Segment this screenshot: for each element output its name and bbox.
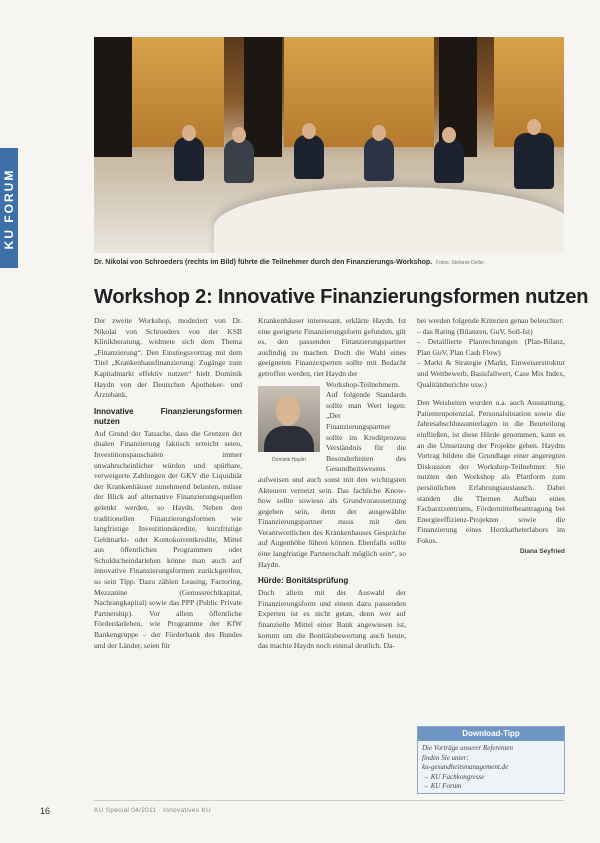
conference-table <box>214 187 564 253</box>
attendee-head <box>232 127 246 143</box>
photo-caption <box>94 259 564 266</box>
section-label: KU FORUM <box>2 168 16 250</box>
curtain <box>94 37 132 157</box>
attendee-head <box>372 125 386 141</box>
download-line: → KU Forum <box>422 782 462 791</box>
footer-text: KU Special 04/2011 · Innovatives KU <box>94 807 211 814</box>
portrait-figure <box>258 386 320 466</box>
moderator <box>514 133 554 189</box>
caption-text: Dr. Nikolai von Schroeders (rechts im Bild) führte die Teilnehmer durch den Finanzierungs-Workshop. <box>94 259 433 266</box>
portrait-suit <box>264 426 314 452</box>
portrait-photo <box>258 386 320 452</box>
column-3 <box>417 316 565 558</box>
column-2 <box>258 316 406 652</box>
portrait-caption: Dominik Haydn <box>272 456 306 463</box>
attendee-head <box>182 125 196 141</box>
attendee <box>294 135 324 179</box>
list-item: – Detaillierte Planrechnungen (Plan-Bilanz, Plan GuV, Plan Cash Flow) <box>417 337 565 357</box>
attendee-head <box>302 123 316 139</box>
body-paragraph: bei werden folgende Kriterien genau beleuchtet: <box>417 316 564 325</box>
intro-paragraph: Der zweite Workshop, moderiert von Dr. Nikolai von Schroeders von der KSB Klinikberatung, widmete sich dem Thema „Finanzierung“. Den Einstiegsvortrag mit dem Titel „Krankenhausfinanzierung: Zugänge zum Kapitalmarkt effektiv nutzen“ hielt Dominik Haydn von der Deutschen Apotheker- und Ärztebank. <box>94 316 242 400</box>
download-tip-box <box>417 726 565 794</box>
download-tip-body <box>418 741 564 795</box>
body-paragraph: Doch allein mit der Auswahl der Finanzierungsform und einem dazu passenden Experten ist es nicht getan, denn wer auf finanzielle Mittel einer Bank angewiesen ist, kommt um die Bonitätsbewertung auch heute, das machte Haydn noch einmal deutlich. Da- <box>258 588 406 651</box>
attendee <box>174 137 204 181</box>
download-line: Die Vorträge unserer Referenten <box>422 744 514 752</box>
attendee <box>434 139 464 183</box>
body-paragraph: Auf Grund der Tatsache, dass die Grenzen der dualen Finanzierung faktisch erreicht seien, Investitionspauschalen immer unwahrscheinlicher würden und spürbare, verweigerte Zahlungen der GKV die Liquidität der Krankenhäuser zunehmend belasten, müsse der Blick auf alternative Finanzierungsquellen gelenkt werden, so Haydn. Neben den traditionellen Finanzierungsformen wie langfristige Investitionskredite, kurzfristige Geldmarkt- oder Kontokorrentkredite, Mittel aus öffentlichen Programmen oder Schuldscheindarlehen könne man auch auf innovative Finanzierungsformen zurückgreifen, so sein Tipp. Dazu zählen Leasing, Factoring, Mezzanine (Genussrechtkapital, Nachrangkapital) sowie das PPP (Public Private Partnership). Vor allem öffentliche Förderdarlehen, wie Programme der KfW Bankengruppe – der Förderbank des Bundes und der Länder, seien für <box>94 428 242 650</box>
body-paragraph: Krankenhäuser interessant, erklärte Haydn. Ist eine geeignete Finanzierungsform gefunden, gilt es, den passenden Finanzierungspartner ausfindig zu machen. Doch die Wahl eines geeigneten Finanzexperten sollte mit Bedacht getroffen werden, riet Haydn der <box>258 316 406 378</box>
download-link[interactable]: ku-gesundheitsmanagement.de <box>422 763 509 772</box>
column-1 <box>94 316 242 651</box>
download-line: → KU Fachkongresse <box>422 772 485 781</box>
body-paragraph: Workshop-Teilnehmern. Auf folgende Standards sollte man Wert legen: „Der Finanzierungspartner sollte im Kreditprozess Verständnis für die Besonderheiten des Gesundheitswesens aufweisen und auch sonst mit den wichtigsten Akteuren vernetzt sein. Das fachliche Know-how sollte sowieso als Grundvoraussetzung gegeben sein, denn der ausgewählte Finanzierungspartner muss mit den Verantwortlichen des Krankenhauses Gespräche auf Augenhöhe führen können. Ebenfalls sollte eine langfristige Partnerschaft möglich sein“, so Haydn. <box>258 379 406 569</box>
body-paragraph: Den Weisheiten wurden u.a. auch Ausstattung, Patientenpotenzial, Personalsituation sowie die Jahresabschlussunterlagen in die Beurteilung einfließen, ist diese Hürde genommen, kann es an die Umsetzung der Projekte gehen. Haydns Vortrag bildete die Grundlage einer angeregten Diskussion der Workshop-Teilnehmer. Sie nutzten den Workshop als Plattform zum persönlichen Erfahrungsaustausch. Dabei standen die Themen Aufbau eines Facharztzentrums, Fördermittelbeantragung bei Energieeffizienz-Projekten sowie die Finanzierung eines Herzkatheterlabors im Fokus. <box>417 398 565 545</box>
photo-credit: Fotos: Stefanie Deller <box>436 260 485 266</box>
criteria-list <box>417 327 565 391</box>
moderator-head <box>527 119 541 135</box>
author-name: Diana Seyfried <box>519 548 565 556</box>
list-item: – Markt & Strategie (Markt, Einweiserstruktur und Wettbewerb, Basisfallwert, Case Mix Index, Qualitätsberichte usw.) <box>417 358 565 389</box>
footer-rule <box>94 800 564 801</box>
attendee <box>224 139 254 183</box>
subheading: Hürde: Bonitätsprüfung <box>258 576 349 586</box>
article-headline: Workshop 2: Innovative Finanzierungsformen nutzen <box>94 286 589 308</box>
subheading: Innovative Finanzierungsformen nutzen <box>94 406 242 426</box>
workshop-photo <box>94 37 564 253</box>
attendee-head <box>442 127 456 143</box>
page-number: 16 <box>40 806 51 816</box>
download-line: finden Sie unter: <box>422 753 469 762</box>
curtain <box>244 37 282 157</box>
attendee <box>364 137 394 181</box>
download-tip-title: Download-Tipp <box>418 727 564 741</box>
portrait-face <box>276 396 300 426</box>
list-item: – das Rating (Bilanzen, GuV, Soll-Ist) <box>417 326 533 336</box>
